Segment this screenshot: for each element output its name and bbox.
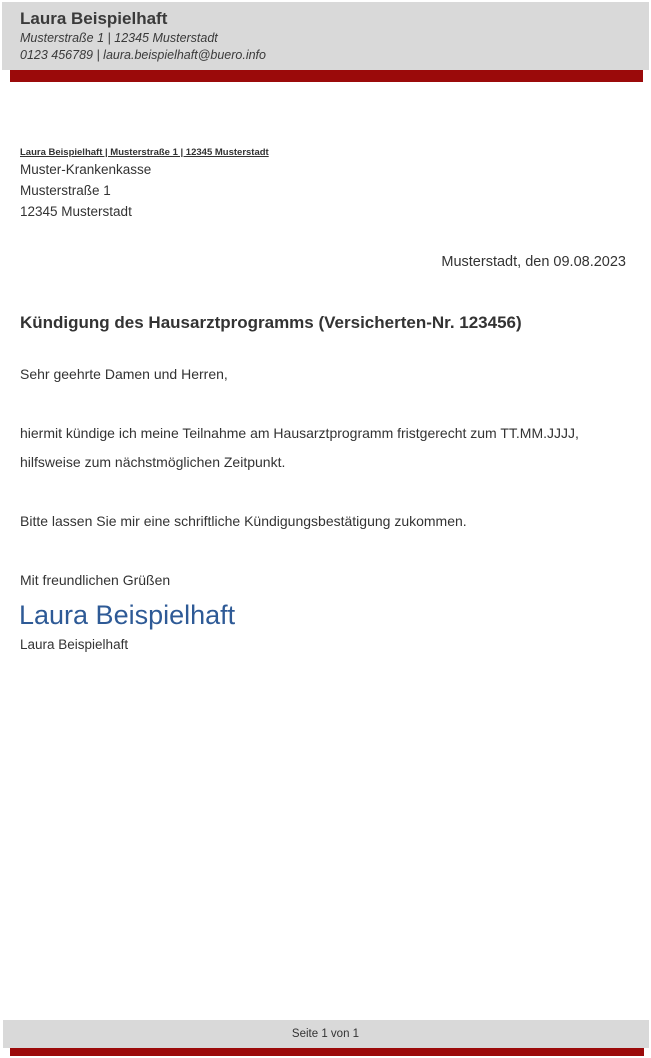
body-paragraph-2: Bitte lassen Sie mir eine schriftliche Kündigungsbestätigung zukommen. bbox=[20, 513, 467, 529]
letterhead-contact: 0123 456789 | laura.beispielhaft@buero.info bbox=[20, 48, 266, 62]
letterhead-accent-bar bbox=[10, 70, 643, 82]
salutation: Sehr geehrte Damen und Herren, bbox=[20, 366, 228, 382]
signature: Laura Beispielhaft bbox=[19, 600, 236, 630]
signer-printed-name: Laura Beispielhaft bbox=[20, 637, 129, 652]
recipient-name: Muster-Krankenkasse bbox=[20, 162, 152, 177]
letterhead-address: Musterstraße 1 | 12345 Musterstadt bbox=[20, 31, 218, 45]
body-paragraph-1-line-1: hiermit kündige ich meine Teilnahme am Hausarztprogramm fristgerecht zum TT.MM.JJJJ, bbox=[20, 425, 579, 441]
body-paragraph-1-line-2: hilfsweise zum nächstmöglichen Zeitpunkt. bbox=[20, 454, 286, 470]
letterhead-name: Laura Beispielhaft bbox=[20, 9, 168, 28]
footer-accent-bar bbox=[10, 1048, 644, 1056]
recipient-city: 12345 Musterstadt bbox=[20, 204, 132, 219]
letter-date: Musterstadt, den 09.08.2023 bbox=[441, 254, 626, 270]
closing-phrase: Mit freundlichen Grüßen bbox=[20, 572, 171, 588]
page-number: Seite 1 von 1 bbox=[291, 1028, 360, 1040]
letter-subject: Kündigung des Hausarztprogramms (Versicherten-Nr. 123456) bbox=[20, 313, 522, 332]
recipient-street: Musterstraße 1 bbox=[20, 183, 111, 198]
return-address-line: Laura Beispielhaft | Musterstraße 1 | 12345 Musterstadt bbox=[20, 147, 269, 158]
